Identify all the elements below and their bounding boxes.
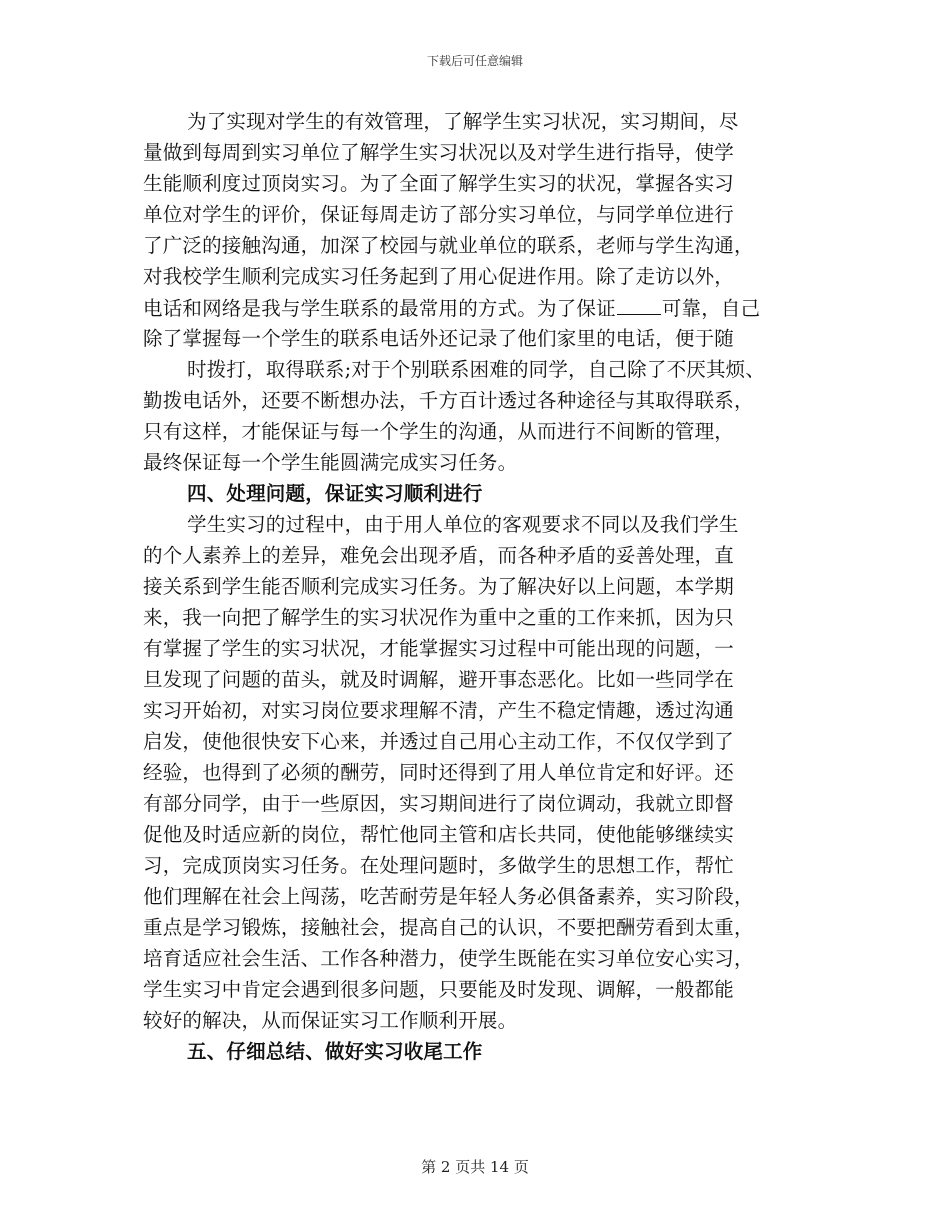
line-text: 他们理解在社会上闯荡，吃苦耐劳是年轻人务必俱备素养，实习阶段， bbox=[143, 885, 754, 908]
line-text: 来，我一向把了解学生的实习状况作为重中之重的工作来抓，因为只 bbox=[143, 606, 735, 629]
line-text: 启发，使他很快安下心来，并透过自己用心主动工作，不仅仅学到了 bbox=[143, 730, 735, 753]
section-heading bbox=[187, 482, 483, 506]
paragraph-line bbox=[143, 761, 734, 785]
line-text: 除了掌握每一个学生的联系电话外还记录了他们家里的电话，便于随 bbox=[143, 327, 735, 350]
page-footer: 第 2 页共 14 页 bbox=[421, 1158, 529, 1176]
line-text: 五、仔细总结、做好实习收尾工作 bbox=[187, 1040, 483, 1063]
paragraph-line bbox=[143, 451, 517, 475]
line-text: 单位对学生的评价，保证每周走访了部分实习单位，与同学单位进行 bbox=[143, 203, 735, 226]
paragraph-line bbox=[143, 668, 734, 692]
page-header: 下载后可任意编辑 bbox=[426, 54, 523, 68]
line-text: 量做到每周到实习单位了解学生实习状况以及对学生进行指导，使学 bbox=[143, 141, 735, 164]
paragraph-line bbox=[143, 978, 734, 1002]
line-text: 重点是学习锻炼，接触社会，提高自己的认识，不要把酬劳看到太重， bbox=[143, 916, 754, 939]
line-text: 电话和网络是我与学生联系的最常用的方式。为了保证 bbox=[143, 297, 616, 320]
line-text: 生能顺利度过顶岗实习。为了全面了解学生实习的状况，掌握各实习 bbox=[143, 172, 735, 195]
line-text: 较好的解决，从而保证实习工作顺利开展。 bbox=[143, 1009, 518, 1032]
paragraph-line bbox=[143, 327, 734, 351]
line-text-after-blank: 可靠，自己 bbox=[661, 297, 761, 320]
paragraph-line bbox=[143, 141, 734, 165]
paragraph-line bbox=[143, 699, 734, 723]
paragraph-line bbox=[143, 296, 760, 321]
paragraph-line bbox=[143, 947, 754, 971]
line-text: 旦发现了问题的苗头，就及时调解，避开事态恶化。比如一些同学在 bbox=[143, 668, 735, 691]
line-text: 有掌握了学生的实习状况，才能掌握实习过程中可能出现的问题，一 bbox=[143, 637, 735, 660]
line-text: 有部分同学，由于一些原因，实习期间进行了岗位调动，我就立即督 bbox=[143, 792, 735, 815]
line-text: 经验，也得到了必须的酬劳，同时还得到了用人单位肯定和好评。还 bbox=[143, 761, 735, 784]
line-text: 培育适应社会生活、工作各种潜力，使学生既能在实习单位安心实习， bbox=[143, 947, 754, 970]
line-text: 最终保证每一个学生能圆满完成实习任务。 bbox=[143, 451, 518, 474]
fill-in-blank bbox=[617, 296, 661, 315]
line-text: 学生实习中肯定会遇到很多问题，只要能及时发现、调解，一般都能 bbox=[143, 978, 735, 1001]
paragraph-line bbox=[143, 544, 734, 568]
line-text: 只有这样，才能保证与每一个学生的沟通，从而进行不间断的管理， bbox=[143, 420, 735, 443]
line-text: 四、处理问题，保证实习顺利进行 bbox=[187, 482, 483, 505]
line-text: 为了实现对学生的有效管理，了解学生实习状况，实习期间，尽 bbox=[187, 110, 739, 133]
paragraph-line bbox=[143, 172, 734, 196]
line-text: 勤拨电话外，还要不断想办法，千方百计透过各种途径与其取得联系， bbox=[143, 389, 754, 412]
line-text: 时拨打，取得联系;对于个别联系困难的同学，自己除了不厌其烦、 bbox=[187, 358, 766, 381]
paragraph-line bbox=[143, 1009, 517, 1033]
line-text: 的个人素养上的差异，难免会出现矛盾，而各种矛盾的妥善处理，直 bbox=[143, 544, 735, 567]
line-text: 接关系到学生能否顺利完成实习任务。为了解决好以上问题，本学期 bbox=[143, 575, 735, 598]
paragraph-line bbox=[187, 110, 739, 134]
paragraph-line bbox=[143, 203, 734, 227]
paragraph-line bbox=[143, 916, 754, 940]
line-text: 对我校学生顺利完成实习任务起到了用心促进作用。除了走访以外， bbox=[143, 265, 735, 288]
paragraph-line bbox=[143, 637, 734, 661]
paragraph-line bbox=[143, 606, 734, 630]
paragraph-line bbox=[143, 885, 754, 909]
paragraph-line bbox=[143, 792, 734, 816]
paragraph-line bbox=[143, 265, 734, 289]
paragraph-line bbox=[143, 823, 734, 847]
paragraph-line bbox=[187, 358, 765, 382]
line-text: 了广泛的接触沟通，加深了校园与就业单位的联系，老师与学生沟通， bbox=[143, 234, 754, 257]
paragraph-line bbox=[143, 575, 734, 599]
paragraph-line bbox=[143, 234, 754, 258]
line-text: 实习开始初，对实习岗位要求理解不清，产生不稳定情趣，透过沟通 bbox=[143, 699, 735, 722]
section-heading bbox=[187, 1040, 483, 1064]
paragraph-line bbox=[143, 854, 734, 878]
paragraph-line bbox=[143, 389, 754, 413]
paragraph-line bbox=[143, 730, 734, 754]
paragraph-line bbox=[143, 420, 734, 444]
paragraph-line bbox=[187, 513, 739, 537]
line-text: 促他及时适应新的岗位，帮忙他同主管和店长共同，使他能够继续实 bbox=[143, 823, 735, 846]
line-text: 习，完成顶岗实习任务。在处理问题时，多做学生的思想工作，帮忙 bbox=[143, 854, 735, 877]
line-text: 学生实习的过程中，由于用人单位的客观要求不同以及我们学生 bbox=[187, 513, 739, 536]
